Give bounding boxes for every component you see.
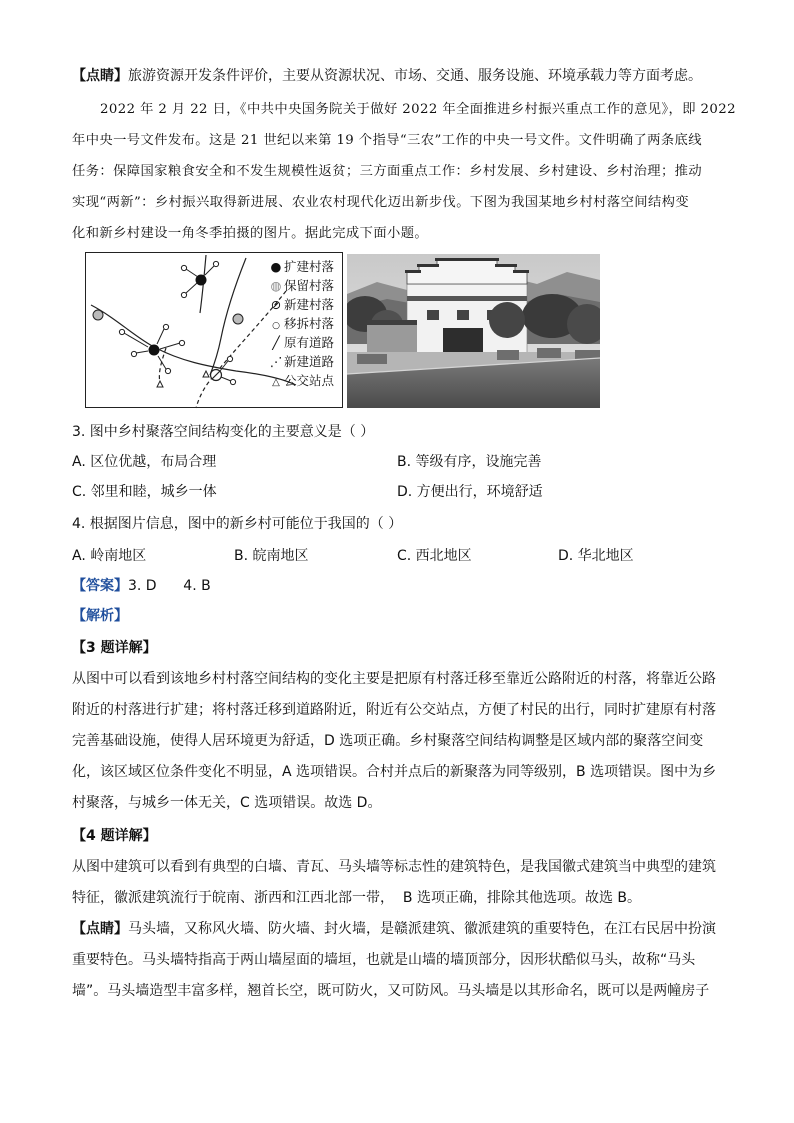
material-line-3: 任务：保障国家粮食安全和不发生规模性返贫；三方面重点工作：乡村发展、乡村建设、乡村治理；推动	[72, 164, 703, 179]
detail-4-line-1: 从图中建筑可以看到有典型的白墙、青瓦、马头墙等标志性的建筑特色，是我国徽式建筑当中典型的建筑	[72, 859, 716, 875]
tip-paragraph-2-line-3: 墙”。马头墙造型丰富多样，翘首长空，既可防火，又可防风。马头墙是以其形命名，既可以是两幢房子	[72, 983, 710, 999]
village-photo-drawing	[347, 254, 600, 408]
tip-paragraph-2-line-1: 【点睛】马头墙，又称风火墙、防火墙、封火墙，是赣派建筑、徽派建筑的重要特色，在江右民居中扮演	[72, 921, 716, 937]
detail-4-line-2: 特征，徽派建筑流行于皖南、浙西和江西北部一带， B 选项正确，排除其他选项。故选 B。	[72, 890, 642, 906]
question-3-option-b: B. 等级有序，设施完善	[397, 454, 542, 470]
detail-3-line-3: 完善基础设施，使得人居环境更为舒适，D 选项正确。乡村聚落空间结构调整是区域内部的聚落空间变	[72, 733, 704, 749]
question-4-option-a: A. 岭南地区	[72, 548, 147, 564]
figure-map-and-photo	[85, 252, 600, 410]
material-line-2: 年中央一号文件发布。这是 21 世纪以来第 19 个指导“三农”工作的中央一号文件。文件明确了两条底线	[72, 133, 702, 148]
question-4-option-d: D. 华北地区	[558, 548, 634, 564]
tip-paragraph-1	[72, 66, 702, 86]
keep-village-1	[93, 310, 103, 320]
legend-expand: ● 扩建村落	[268, 259, 334, 275]
legend-relocate: ○ 移拆村落	[268, 316, 334, 334]
new-road-2	[159, 348, 166, 383]
answer-tag: 【答案】	[72, 578, 128, 594]
expand-village-icon: ●	[270, 259, 282, 274]
relocate-village-icon: ○	[272, 321, 280, 331]
legend-bus-stop: △ 公交站点	[268, 373, 334, 391]
analysis-tag: 【解析】	[72, 608, 128, 624]
question-3-option-c: C. 邻里和睦，城乡一体	[72, 484, 217, 500]
old-road-icon: ╱	[272, 335, 280, 350]
detail-4-tag: 【4 题详解】	[72, 828, 157, 844]
new-village-icon: ⊘	[270, 297, 282, 312]
answer-text: 3. D 4. B	[128, 578, 211, 594]
legend-keep: ◍ 保留村落	[268, 278, 334, 294]
legend-newbuild: ⊘ 新建村落	[268, 297, 334, 313]
material-line-1: 2022 年 2 月 22 日，《中共中央国务院关于做好 2022 年全面推进乡村振兴重点工作的意见》，即 2022	[100, 102, 737, 117]
expand-village-1	[196, 275, 207, 286]
answer-line	[72, 576, 211, 596]
detail-3-line-4: 化，该区域区位条件变化不明显，A 选项错误。合村并点后的新聚落为同等级别，B 选项错误。图中为乡	[72, 764, 717, 780]
detail-3-line-2: 附近的村落进行扩建；将村落迁移到道路附近，附近有公交站点，方便了村民的出行，同时扩建原有村落	[72, 702, 716, 718]
detail-3-tag: 【3 题详解】	[72, 640, 157, 656]
bus-stop-icon: △	[272, 377, 280, 388]
question-4-option-b: B. 皖南地区	[234, 548, 309, 564]
new-road-icon: ⋰	[269, 354, 283, 369]
legend-old-road: ╱ 原有道路	[268, 335, 334, 351]
village-photo	[347, 254, 600, 408]
question-3-stem: 3. 图中乡村聚落空间结构变化的主要意义是（ ）	[72, 424, 375, 440]
tip-paragraph-2-line-2: 重要特色。马头墙特指高于两山墙屋面的墙垣，也就是山墙的墙顶部分，因形状酷似马头，故称“马头	[72, 952, 696, 968]
expand-village-2	[149, 345, 160, 356]
question-4-stem: 4. 根据图片信息，图中的新乡村可能位于我国的（ ）	[72, 516, 403, 532]
old-road-main	[91, 305, 296, 385]
detail-3-line-1: 从图中可以看到该地乡村村落空间结构的变化主要是把原有村落迁移至靠近公路附近的村落，将靠近公路	[72, 671, 716, 687]
detail-3-line-5: 村聚落，与城乡一体无关，C 选项错误。故选 D。	[72, 795, 382, 811]
bus-stop-2	[157, 381, 163, 387]
question-3-option-a: A. 区位优越，布局合理	[72, 454, 217, 470]
keep-village-icon: ◍	[270, 278, 282, 293]
legend-new-road: ⋰ 新建道路	[269, 354, 335, 369]
question-3-option-d: D. 方便出行，环境舒适	[397, 484, 543, 500]
bus-stop-1	[203, 371, 209, 377]
tip-text: 旅游资源开发条件评价，主要从资源状况、市场、交通、服务设施、环境承载力等方面考虑。	[128, 68, 702, 84]
question-4-option-c: C. 西北地区	[397, 548, 472, 564]
tip-2-tag: 【点睛】	[72, 921, 128, 937]
keep-village-2	[233, 314, 243, 324]
material-line-5: 化和新乡村建设一角冬季拍摄的图片。据此完成下面小题。	[72, 226, 429, 241]
material-line-4: 实现“两新”：乡村振兴取得新进展、农业农村现代化迈出新步伐。下图为我国某地乡村村落空间结构变	[72, 195, 690, 210]
settlement-structure-map	[85, 252, 343, 408]
tip-tag: 【点睛】	[72, 68, 128, 84]
